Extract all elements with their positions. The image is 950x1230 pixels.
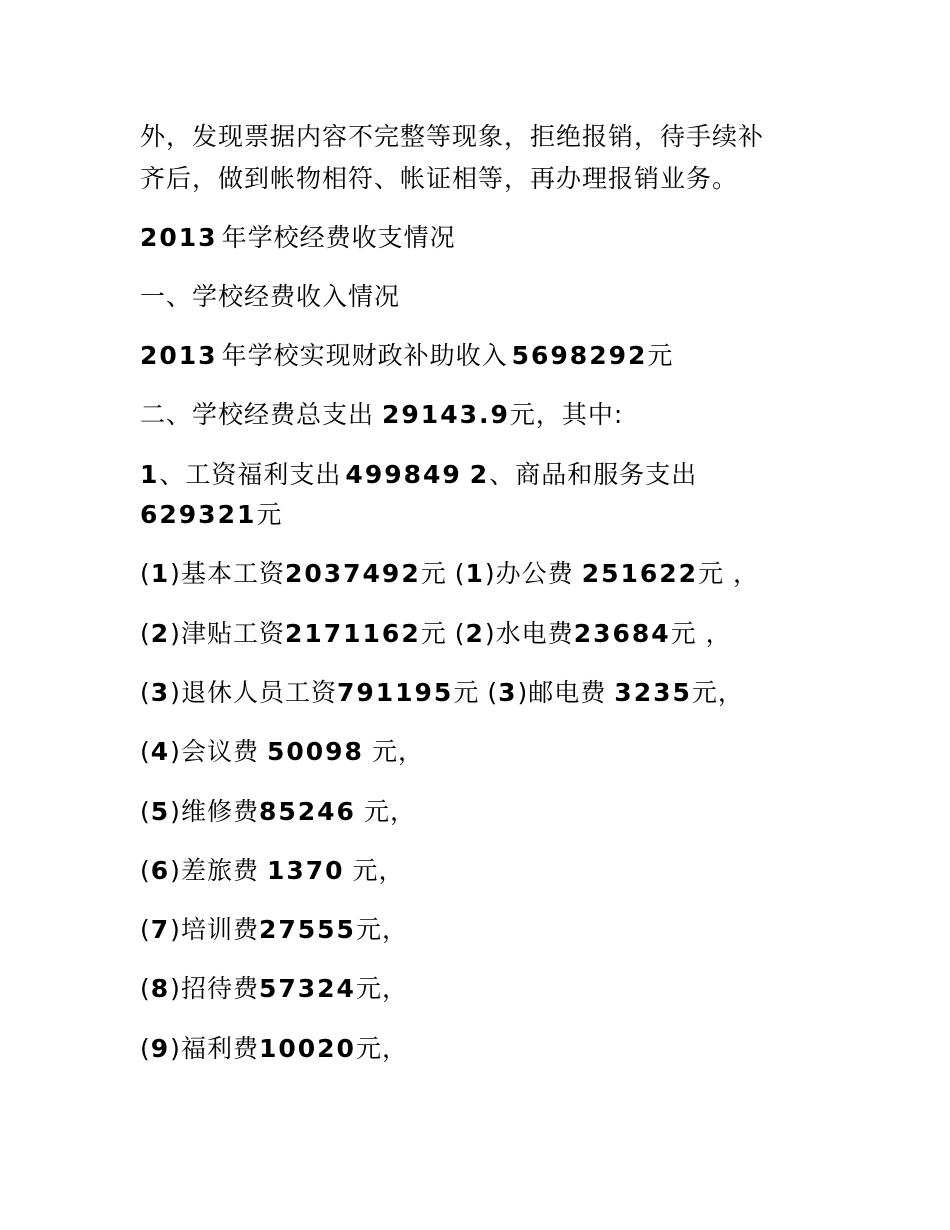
paragraph-line-1: 外，发现票据内容不完整等现象，拒绝报销，待手续补 xyxy=(140,122,765,151)
item-5-amount: 85246 xyxy=(258,797,356,826)
income-line xyxy=(140,339,840,373)
item-9-unit: 元， xyxy=(355,1034,408,1063)
row-3-right-num: 3 xyxy=(498,678,518,707)
category-line xyxy=(140,458,840,492)
income-amount: 5698292 xyxy=(511,341,648,370)
item-7: (7)培训费27555元， xyxy=(140,915,408,944)
item-8-amount: 57324 xyxy=(258,974,356,1003)
heading-year: 2013 xyxy=(140,223,218,252)
item-4-amount: 50098 xyxy=(266,737,364,766)
row-2-left-amount: 2171162 xyxy=(284,619,421,648)
category-2-amount: 629321 xyxy=(140,500,257,529)
row-3-right-amount: 3235 xyxy=(614,678,692,707)
row-2-right-amount: 23684 xyxy=(573,619,671,648)
category-2-label: 、商品和服务支出 xyxy=(489,460,698,489)
category-2-num: 2 xyxy=(469,460,490,489)
row-2: (2)津贴工资2171162元 (2)水电费23684元 ， xyxy=(140,619,732,648)
item-8: (8)招待费57324元， xyxy=(140,974,408,1003)
row-2-left-num: 2 xyxy=(150,619,171,648)
category-2-amount-line xyxy=(140,498,840,532)
item-6-num: 6 xyxy=(150,856,171,885)
row-1-right-num: 1 xyxy=(465,559,485,588)
row-3: (3)退休人员工资791195元 (3)邮电费 3235元， xyxy=(140,678,744,707)
item-7-unit: 元， xyxy=(355,915,408,944)
item-7-label: 培训费 xyxy=(180,915,259,944)
category-1-amount: 499849 xyxy=(345,460,462,489)
item-7-num: 7 xyxy=(150,915,171,944)
row-1-right-label: 办公费 xyxy=(495,559,574,588)
expense-prefix: 二、学校经费总支出 xyxy=(140,400,375,429)
row-1-left-unit: 元 xyxy=(420,559,447,588)
expense-suffix: 元，其中: xyxy=(509,400,624,429)
income-unit: 元 xyxy=(647,341,674,370)
item-7-amount: 27555 xyxy=(258,915,356,944)
row-1: (1)基本工资2037492元 (1)办公费 251622元 ， xyxy=(140,559,760,588)
item-8-num: 8 xyxy=(150,974,171,1003)
row-2-right-label: 水电费 xyxy=(495,619,574,648)
item-9-num: 9 xyxy=(150,1034,171,1063)
row-1-left-num: 1 xyxy=(150,559,171,588)
row-2-right-num: 2 xyxy=(465,619,485,648)
item-6-amount: 1370 xyxy=(266,856,345,885)
item-6: (6)差旅费 1370 元， xyxy=(140,856,405,885)
item-6-unit: 元， xyxy=(352,856,405,885)
income-text: 年学校实现财政补助收入 xyxy=(221,341,508,370)
item-8-label: 招待费 xyxy=(180,974,259,1003)
expense-total-line xyxy=(140,398,840,432)
income-title: 一、学校经费收入情况 xyxy=(140,282,401,311)
section-heading xyxy=(140,221,840,255)
item-9-label: 福利费 xyxy=(180,1034,259,1063)
paragraph-line-2: 齐后，做到帐物相符、帐证相等，再办理报销业务。 xyxy=(140,164,739,193)
row-3-right-label: 邮电费 xyxy=(528,678,607,707)
row-3-left-label: 退休人员工资 xyxy=(180,678,337,707)
row-1-left-label: 基本工资 xyxy=(180,559,285,588)
heading-text: 年学校经费收支情况 xyxy=(221,223,456,252)
row-3-left-unit: 元 xyxy=(453,678,480,707)
row-2-left-unit: 元 xyxy=(420,619,447,648)
item-4-label: 会议费 xyxy=(180,737,259,766)
row-2-right-unit: 元 ， xyxy=(670,619,732,648)
item-6-label: 差旅费 xyxy=(180,856,259,885)
item-9: (9)福利费10020元， xyxy=(140,1034,408,1063)
item-4-unit: 元， xyxy=(371,737,424,766)
item-5: (5)维修费85246 元， xyxy=(140,797,416,826)
row-1-right-amount: 251622 xyxy=(581,559,699,588)
income-year: 2013 xyxy=(140,341,218,370)
item-5-num: 5 xyxy=(150,797,171,826)
category-1-label: 、工资福利支出 xyxy=(159,460,342,489)
category-2-unit: 元 xyxy=(256,500,283,529)
category-1-num: 1 xyxy=(140,460,160,489)
row-1-left-amount: 2037492 xyxy=(284,559,421,588)
row-3-right-unit: 元， xyxy=(691,678,744,707)
item-4-num: 4 xyxy=(150,737,171,766)
row-1-right-unit: 元 ， xyxy=(698,559,760,588)
item-9-amount: 10020 xyxy=(258,1034,356,1063)
item-8-unit: 元， xyxy=(355,974,408,1003)
row-3-left-num: 3 xyxy=(150,678,171,707)
item-5-label: 维修费 xyxy=(180,797,259,826)
row-2-left-label: 津贴工资 xyxy=(180,619,285,648)
item-5-unit: 元， xyxy=(363,797,416,826)
expense-amount: 29143.9 xyxy=(382,400,510,429)
row-3-left-amount: 791195 xyxy=(336,678,454,707)
item-4: (4)会议费 50098 元， xyxy=(140,737,424,766)
